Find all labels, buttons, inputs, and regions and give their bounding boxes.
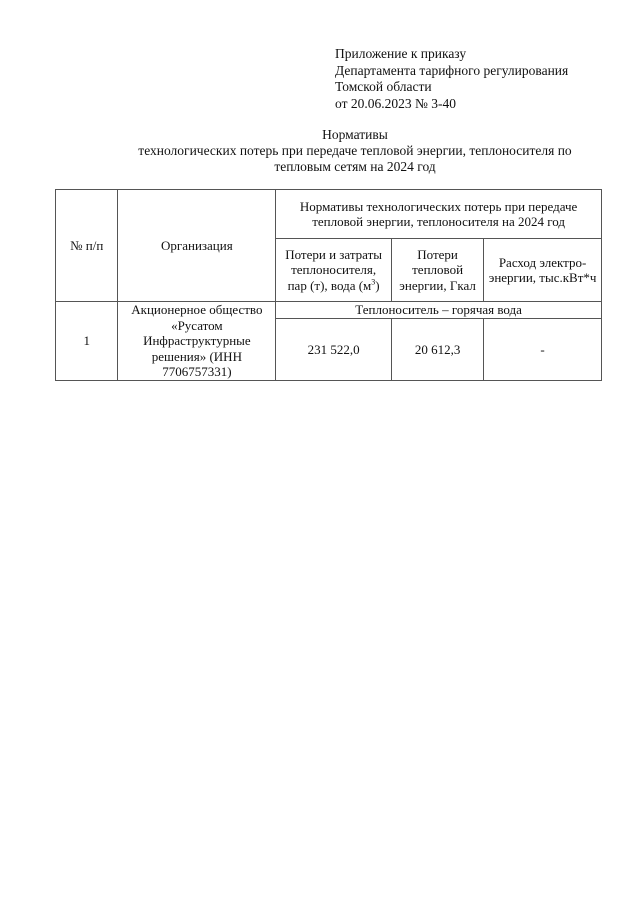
appendix-line: Приложение к приказу <box>335 46 467 61</box>
appendix-line: Департамента тарифного регулирования <box>335 62 569 78</box>
superscript-3: 3 <box>371 277 376 287</box>
header-row <box>56 190 602 239</box>
header-norms-group: Нормативы технологических потерь при передаче тепловой энергии, теплоносителя на 2024 год <box>276 190 602 239</box>
title-line: тепловым сетям на 2024 год <box>274 159 436 174</box>
title-line: Нормативы <box>322 127 388 142</box>
header-coolant-losses-close: ) <box>375 277 380 293</box>
value-coolant-losses: 231 522,0 <box>276 319 392 380</box>
appendix-block <box>335 46 568 112</box>
row-organization: Акционерное общество «Русатом Инфраструктурные решения» (ИНН 7706757331) <box>118 302 276 381</box>
header-number: № п/п <box>56 190 118 302</box>
title-line: технологических потерь при передаче тепловой энергии, теплоносителя по <box>138 143 572 158</box>
header-coolant-losses-text: Потери и затраты теплоносителя, пар (т), вода (м <box>285 246 383 293</box>
value-heat-losses: 20 612,3 <box>391 319 483 380</box>
header-heat-losses: Потери тепловой энергии, Гкал <box>391 239 483 302</box>
table-row <box>56 302 602 319</box>
document-title <box>100 127 610 175</box>
header-organization: Организация <box>118 190 276 302</box>
header-coolant-losses <box>276 239 392 302</box>
appendix-line: Томской области <box>335 79 432 94</box>
value-electricity: - <box>484 319 602 380</box>
row-number: 1 <box>56 302 118 381</box>
row-medium: Теплоноситель – горячая вода <box>276 302 602 319</box>
appendix-order-date: от 20.06.2023 № 3-40 <box>335 95 456 111</box>
header-electricity: Расход электро-энергии, тыс.кВт*ч <box>484 239 602 302</box>
norms-table <box>55 189 602 381</box>
